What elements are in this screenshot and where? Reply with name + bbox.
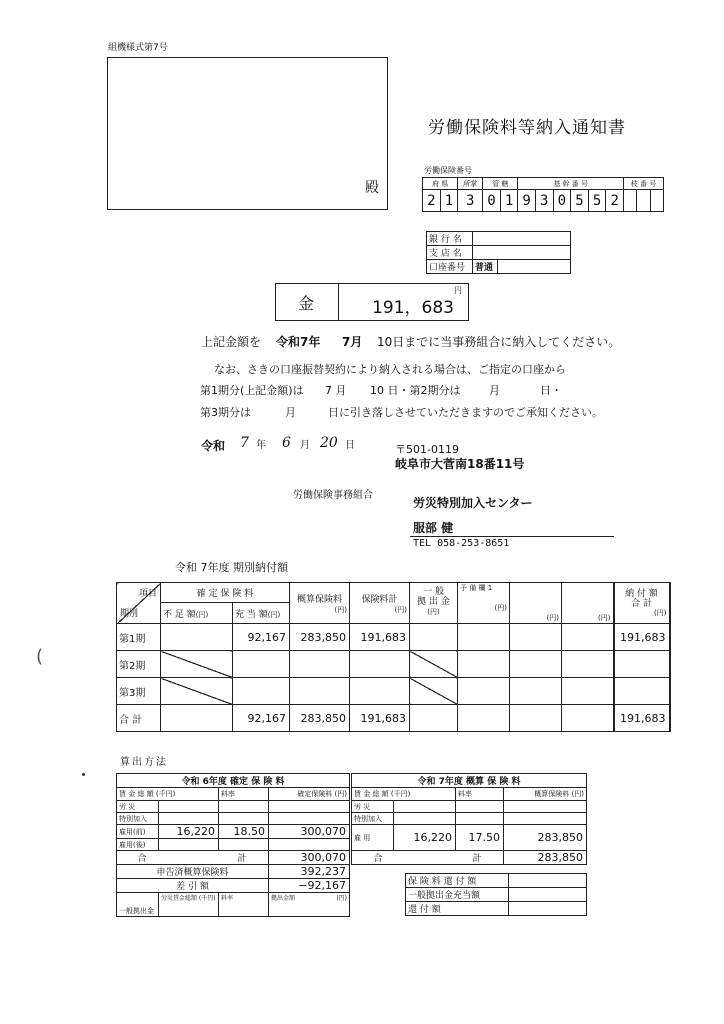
notice-line1-c: 7月 xyxy=(342,335,363,349)
header-yobi: 予 備 欄 1 xyxy=(460,584,493,592)
yobi-value xyxy=(458,624,510,651)
sender-representative: 服部 健 xyxy=(413,521,454,535)
header-ippan-cell xyxy=(410,583,458,624)
digit: 5 xyxy=(571,190,589,212)
notice-line3-d: 月 xyxy=(489,384,500,397)
account-label: 口座番号 xyxy=(427,260,473,274)
rate-value xyxy=(219,801,269,813)
digit: 2 xyxy=(423,190,441,212)
installment-table xyxy=(116,582,671,732)
gaisan-value xyxy=(290,678,350,705)
blank-value xyxy=(510,651,562,678)
corner-bottom-label: 期別 xyxy=(120,609,139,619)
header-ippan-1: 一 般 xyxy=(423,587,444,598)
ippan-wage-label: 労災賃金総額 (千円) xyxy=(159,893,219,917)
row-label: 第3期 xyxy=(117,678,161,705)
wage-value xyxy=(394,813,456,825)
amount-value xyxy=(269,813,350,825)
sum-label-cell xyxy=(352,851,504,865)
notice-line1-a: 上記金額を xyxy=(201,335,262,349)
digit-empty xyxy=(637,190,650,212)
notice-line1-b: 令和7年 xyxy=(276,335,321,349)
unit-yen: (円) xyxy=(195,610,209,619)
col-wage: 賃 金 総 額 (千円) xyxy=(117,788,219,801)
unit-yen: (円) xyxy=(598,614,611,622)
amount-value: 283,850 xyxy=(504,825,587,851)
ippan-value xyxy=(410,624,458,651)
issue-day-unit: 日 xyxy=(345,440,355,451)
notice-line1-d: 10日までに当事務組合に納入してください。 xyxy=(377,335,621,349)
wage-value xyxy=(394,801,456,813)
wage-value xyxy=(159,801,219,813)
col-rate: 料率 xyxy=(456,788,504,801)
diff-value: −92,167 xyxy=(269,879,350,893)
blank-value xyxy=(510,624,562,651)
sender-tel: TEL 058-253-8651 xyxy=(413,538,510,549)
header-fusoku: 不 足 額 xyxy=(163,609,196,620)
wage-value: 16,220 xyxy=(159,825,219,839)
yobi-value xyxy=(458,705,510,732)
notice-line4-a: 第3期分は xyxy=(200,406,251,419)
refund-value xyxy=(509,888,587,902)
bank-table xyxy=(426,231,571,274)
account-value xyxy=(473,260,571,274)
amount-value xyxy=(504,813,587,825)
rate-value xyxy=(219,813,269,825)
amount-value xyxy=(269,801,350,813)
calc-right-header: 令和 7年度 概算 保 険 料 xyxy=(352,774,587,788)
fusoku-value xyxy=(161,624,233,651)
rate-value xyxy=(219,839,269,851)
issue-month-unit: 月 xyxy=(300,440,310,451)
calc-right-table xyxy=(351,773,587,865)
amount-box xyxy=(275,283,469,321)
header-yobi-cell xyxy=(458,583,510,624)
row-label: 特別加入 xyxy=(352,813,394,825)
blank-value xyxy=(510,705,562,732)
hokenkei-value xyxy=(350,678,410,705)
hokenkei-value xyxy=(350,651,410,678)
header-hokenkei-cell xyxy=(350,583,410,624)
gaisan-value: 283,850 xyxy=(290,624,350,651)
header-fusoku-cell xyxy=(161,603,233,624)
calc-left-table xyxy=(116,773,350,917)
row-label: 第1期 xyxy=(117,624,161,651)
juto-value xyxy=(233,678,290,705)
sender-postal: 〒501-0119 xyxy=(395,443,459,456)
branch-value xyxy=(473,246,571,260)
calc-left-header: 令和 6年度 確定 保 険 料 xyxy=(117,774,350,788)
row-label: 合 計 xyxy=(117,705,161,732)
unit-yen: (円) xyxy=(394,605,408,614)
left-sum-value: 300,070 xyxy=(269,851,350,865)
table-row xyxy=(117,678,670,705)
rate-value: 17.50 xyxy=(456,825,504,851)
notice-line3-c: 10 日・第2期分は xyxy=(370,384,461,397)
fusoku-value xyxy=(161,705,233,732)
notice-line4-c: 日に引き落しさせていただきますのでご承知ください。 xyxy=(328,406,603,419)
unit-yen: (円) xyxy=(494,604,508,612)
digit-empty xyxy=(624,190,637,212)
ippan-rate-label: 料率 xyxy=(219,893,269,917)
rate-value: 18.50 xyxy=(219,825,269,839)
insurance-number-label: 労働保険番号 xyxy=(424,166,472,175)
addressee-suffix: 殿 xyxy=(365,180,379,196)
calc-section-title: 算出方法 xyxy=(120,757,168,768)
issue-year: 7 xyxy=(240,435,249,451)
row-label: 雇用(前) xyxy=(117,825,159,839)
amount-value: 300,070 xyxy=(269,825,350,839)
header-hokenkei: 保険料計 xyxy=(361,594,398,605)
issue-era: 令和 xyxy=(201,439,226,453)
corner-cell xyxy=(117,583,161,624)
bank-name-label: 銀 行 名 xyxy=(427,232,473,246)
row-label: 第2期 xyxy=(117,651,161,678)
digit: 2 xyxy=(606,190,624,212)
table-row xyxy=(117,705,670,732)
amount-divider xyxy=(338,284,339,320)
digit: 1 xyxy=(440,190,458,212)
form-label: 組機様式第7号 xyxy=(108,43,168,53)
digit: 5 xyxy=(588,190,606,212)
document-title: 労働保険料等納入通知書 xyxy=(428,118,626,138)
corner-top-label: 項目 xyxy=(138,589,157,599)
sum-label-a: 合 xyxy=(137,854,148,864)
account-type: 普通 xyxy=(475,260,498,273)
row-label: 雇用(後) xyxy=(117,839,159,851)
rate-value xyxy=(456,801,504,813)
installment-caption: 令和 7年度 期別納付額 xyxy=(175,561,288,574)
header-base-number: 基 幹 番 号 xyxy=(518,178,624,190)
refund-table xyxy=(405,873,587,916)
refund-label: 還 付 額 xyxy=(406,902,509,916)
header-gaisan-cell xyxy=(290,583,350,624)
header-juto: 充 当 額 xyxy=(235,609,268,620)
table-row xyxy=(117,651,670,678)
blank-value xyxy=(562,705,614,732)
yobi-value xyxy=(458,678,510,705)
header-juto-cell xyxy=(233,603,290,624)
blank-value xyxy=(562,678,614,705)
col-gaisan: 概算保険料 (円) xyxy=(504,788,587,801)
header-branch-number: 枝 番 号 xyxy=(624,178,664,190)
sender-organization: 労災特別加入センター xyxy=(413,496,533,510)
row-label: 労 災 xyxy=(117,801,159,813)
notice-line3-a: 第1期分(上記金額)は xyxy=(200,384,304,397)
ippan-amount-label: 拠出金額 xyxy=(271,895,296,902)
unit-yen: (円) xyxy=(546,614,560,622)
notice-line2: なお、さきの口座振替契約により納入される場合は、ご指定の口座から xyxy=(214,363,566,376)
total-value xyxy=(614,651,670,678)
header-ippan-2: 拠 出 金 xyxy=(417,597,450,608)
digit: 0 xyxy=(553,190,571,212)
header-kakutei: 確 定 保 険 料 xyxy=(161,583,290,603)
header-jurisdiction-type: 所掌 xyxy=(458,178,483,190)
sum-label-cell xyxy=(117,851,269,865)
row-label: 雇 用 xyxy=(352,825,394,851)
fusoku-value xyxy=(161,678,233,705)
declared-value: 392,237 xyxy=(269,865,350,879)
scan-dot xyxy=(82,773,85,776)
ippan-amount-cell xyxy=(269,893,350,917)
gaisan-value: 283,850 xyxy=(290,705,350,732)
ippan-value xyxy=(410,705,458,732)
rate-value xyxy=(456,813,504,825)
digit-empty xyxy=(650,190,663,212)
issue-year-unit: 年 xyxy=(256,440,266,451)
unit-yen: (円) xyxy=(334,605,348,614)
amount-value xyxy=(269,839,350,851)
blank-value xyxy=(562,651,614,678)
insurance-number-table xyxy=(422,177,664,212)
digit: 9 xyxy=(518,190,536,212)
diff-label: 差 引 額 xyxy=(117,879,269,893)
digit: 3 xyxy=(458,190,483,212)
wage-value xyxy=(159,839,219,851)
hokenkei-value: 191,683 xyxy=(350,624,410,651)
col-kakutei: 確定保険料 (円) xyxy=(269,788,350,801)
header-gaisan: 概算保険料 xyxy=(297,594,343,605)
juto-value xyxy=(233,651,290,678)
header-office: 管 轄 xyxy=(483,178,518,190)
ippan-unit: (円) xyxy=(336,895,347,902)
wage-value: 16,220 xyxy=(394,825,456,851)
total-value: 191,683 xyxy=(614,705,670,732)
digit: 0 xyxy=(483,190,501,212)
unit-yen: (円) xyxy=(654,609,667,618)
refund-value xyxy=(509,902,587,916)
amount-value: 191，683 xyxy=(372,298,454,318)
notice-line4-b: 月 xyxy=(285,406,296,419)
amount-currency-label: 金 xyxy=(298,294,315,313)
gaisan-value xyxy=(290,651,350,678)
sender-association-label: 労働保険事務組合 xyxy=(293,490,373,501)
sender-underline xyxy=(410,536,614,537)
unit-yen: (円) xyxy=(267,610,281,619)
header-blank-cell xyxy=(510,583,562,624)
notice-line3-b: 7 月 xyxy=(325,384,347,397)
bank-name-value xyxy=(473,232,571,246)
sum-label-a: 合 xyxy=(373,854,383,864)
hokenkei-value: 191,683 xyxy=(350,705,410,732)
table-row xyxy=(117,624,670,651)
col-rate: 料率 xyxy=(219,788,269,801)
refund-label: 一般拠出金充当額 xyxy=(406,888,509,902)
refund-label: 保 険 料 還 付 額 xyxy=(406,874,509,888)
header-blank-cell xyxy=(562,583,614,624)
col-wage: 賃 金 総 額 (千円) xyxy=(352,788,456,801)
notice-line3-e: 日・ xyxy=(540,384,562,397)
digit: 3 xyxy=(535,190,553,212)
row-label: 労 災 xyxy=(352,801,394,813)
header-total-2: 合 計 xyxy=(631,598,652,609)
sum-label-b: 計 xyxy=(237,854,248,864)
scan-mark: ( xyxy=(36,646,44,667)
row-label: 特別加入 xyxy=(117,813,159,825)
unit-yen: (円) xyxy=(427,607,440,616)
digit: 1 xyxy=(500,190,518,212)
total-value xyxy=(614,678,670,705)
sender-address: 岐阜市大菅南18番11号 xyxy=(395,457,525,471)
ippan-value xyxy=(410,678,458,705)
ippan-label: 一般拠出金 xyxy=(117,893,159,917)
sum-label-b: 計 xyxy=(472,854,482,864)
branch-label: 支 店 名 xyxy=(427,246,473,260)
ippan-value xyxy=(410,651,458,678)
amount-value xyxy=(504,801,587,813)
header-total-cell xyxy=(614,583,670,624)
addressee-box xyxy=(107,57,388,210)
header-total-1: 納 付 額 xyxy=(625,588,658,599)
refund-value xyxy=(509,874,587,888)
amount-yen: 円 xyxy=(454,286,462,295)
issue-month: 6 xyxy=(282,435,291,451)
blank-value xyxy=(562,624,614,651)
wage-value xyxy=(159,813,219,825)
right-sum-value: 283,850 xyxy=(504,851,587,865)
juto-value: 92,167 xyxy=(233,705,290,732)
fusoku-value xyxy=(161,651,233,678)
header-prefecture: 府 県 xyxy=(423,178,458,190)
declared-label: 申告済概算保険料 xyxy=(117,865,269,879)
total-value: 191,683 xyxy=(614,624,670,651)
juto-value: 92,167 xyxy=(233,624,290,651)
blank-value xyxy=(510,678,562,705)
yobi-value xyxy=(458,651,510,678)
issue-day: 20 xyxy=(320,435,338,451)
